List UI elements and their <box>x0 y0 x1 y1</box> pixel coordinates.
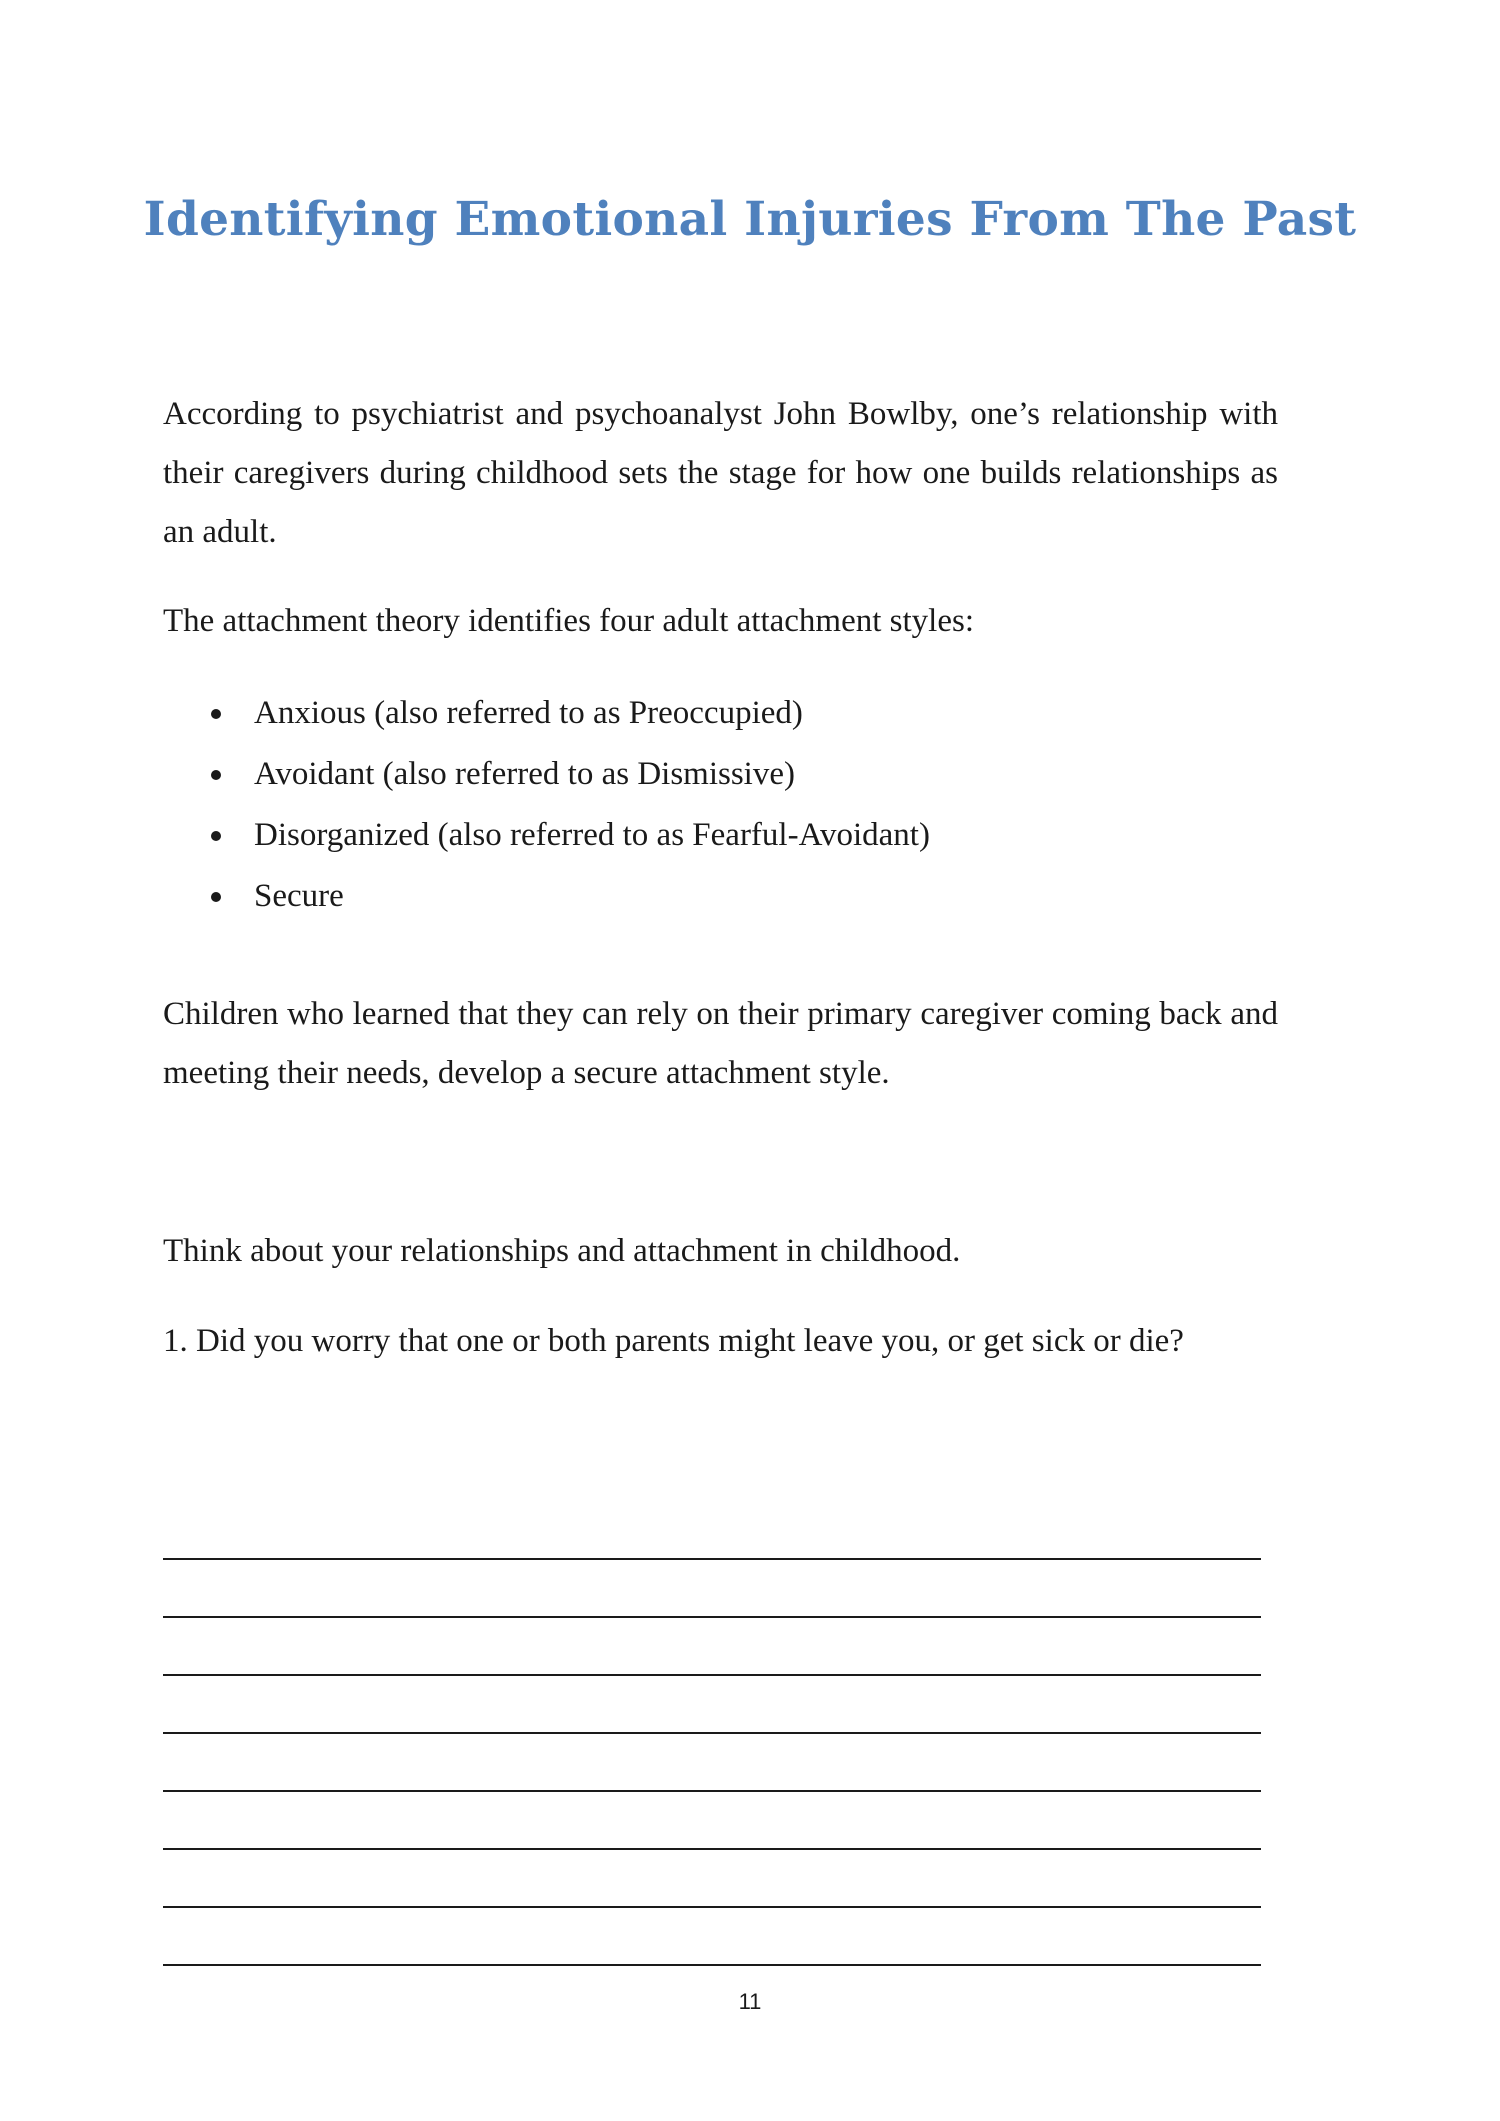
page-number: 11 <box>738 1989 762 2014</box>
list-item <box>163 866 1278 927</box>
answer-line[interactable] <box>163 1502 1261 1560</box>
answer-line[interactable] <box>163 1560 1261 1618</box>
styles-intro: The attachment theory identifies four adult attachment styles: <box>163 603 974 639</box>
answer-line[interactable] <box>163 1908 1261 1966</box>
answer-lines <box>163 1502 1261 1966</box>
list-item <box>163 805 1278 866</box>
bullet-icon <box>211 831 221 841</box>
list-item-text: Secure <box>254 878 344 914</box>
answer-line[interactable] <box>163 1618 1261 1676</box>
list-item-text: Disorganized (also referred to as Fearful-Avoidant) <box>254 817 930 853</box>
answer-line[interactable] <box>163 1676 1261 1734</box>
styles-intro-block <box>163 592 1278 651</box>
page-title: Identifying Emotional Injuries From The Past <box>143 192 1357 247</box>
bullet-icon <box>211 892 221 902</box>
intro-paragraph: According to psychiatrist and psychoanalyst John Bowlby, one’s relationship with their caregivers during childhood sets the stage for how one builds relationships as an adult. <box>163 396 1278 550</box>
reflection-prompt: Think about your relationships and attachment in childhood. <box>163 1233 961 1269</box>
list-item-text: Anxious (also referred to as Preoccupied) <box>254 695 803 731</box>
intro-block <box>163 385 1278 562</box>
reflection-block <box>163 1222 1278 1281</box>
list-item <box>163 744 1278 805</box>
answer-line[interactable] <box>163 1734 1261 1792</box>
secure-block <box>163 985 1278 1103</box>
secure-paragraph: Children who learned that they can rely on their primary caregiver coming back and meeting their needs, develop a secure attachment style. <box>163 996 1278 1091</box>
answer-line[interactable] <box>163 1850 1261 1908</box>
list-item-text: Avoidant (also referred to as Dismissive) <box>254 756 795 792</box>
attachment-styles-list-block <box>163 683 1278 927</box>
question-1: 1. Did you worry that one or both parents might leave you, or get sick or die? <box>163 1323 1184 1359</box>
bullet-icon <box>211 770 221 780</box>
list-item <box>163 683 1278 744</box>
bullet-icon <box>211 709 221 719</box>
question-block <box>163 1312 1278 1371</box>
answer-line[interactable] <box>163 1792 1261 1850</box>
attachment-styles-list <box>163 683 1278 927</box>
